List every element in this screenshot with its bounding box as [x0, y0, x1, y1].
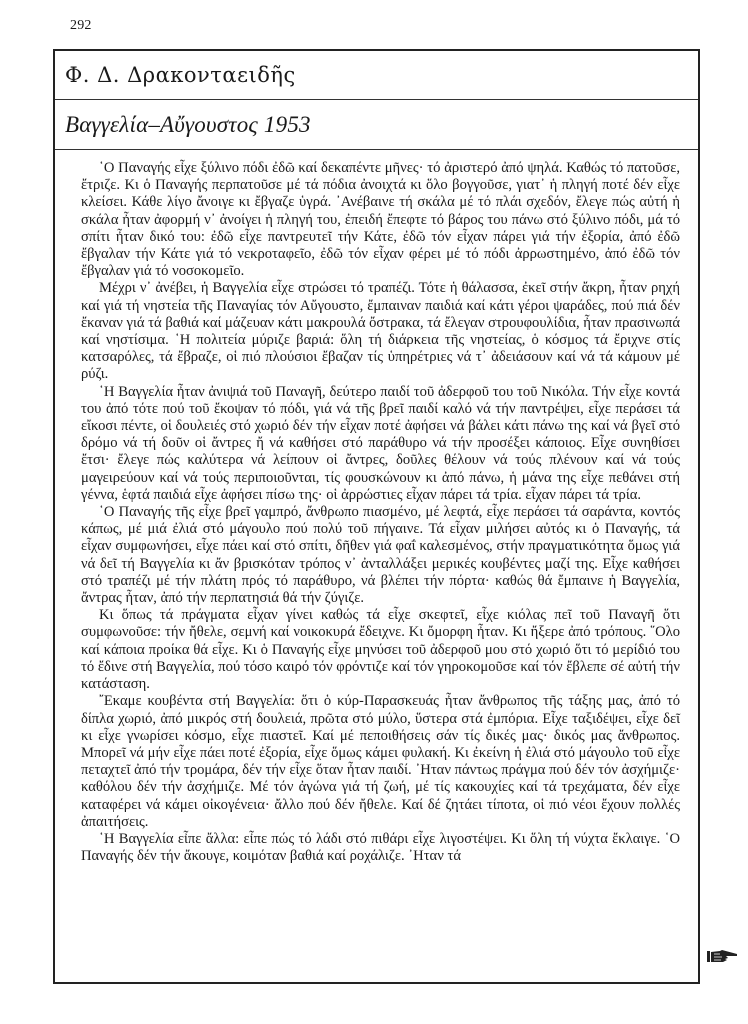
story-body — [55, 150, 698, 865]
paragraph: ῾Ο Παναγής τῆς εἶχε βρεῖ γαμπρό, ἄνθρωπο πιασμένο, μέ λεφτά, εἶχε περάσει τά σαράντα, κοντός κάπως, μέ μιά ἐλιά στό μάγουλο πού πολύ τοῦ πήγαινε. Τά εἶχαν μιλήσει αὐτός κι ὁ Παναγής, τά εἶχαν συμφωνήσει, εἶχε πάει καί στό σπίτι, δῆθεν γιά φαΐ καλεσμένος, στήν πραγματικότητα ὅμως γιά νά δεῖ τή Βαγγελία κι ἄν βρισκόταν τρόπος ν᾽ ἀνταλλάξει μερικές κουβέντες μαζί της. Εἶχε καθήσει στό τραπέζι μέ τήν πλάτη πρός τό παράθυρο, νά βλέπει τήν πόρτα· καθώς θά ἔμπαινε ἡ Βαγγελία, ἄντρας ἦταν, ἀπό τήν περπατησιά θά τήν ζύγιζε. — [81, 504, 680, 607]
page-number: 292 — [70, 18, 92, 33]
paragraph: ῎Εκαμε κουβέντα στή Βαγγελία: ὅτι ὁ κύρ-Παρασκευάς ἦταν ἄνθρωπος τῆς τάξης μας, ἀπό τό δίπλα χωριό, ἀπό μικρός στή δουλειά, πρῶτα στό μύλο, ὕστερα στά ἐμπόρια. Εἶχε ταξιδέψει, εἶχε δεῖ κι εἶχε γνωρίσει κόσμο, εἶχε πιαστεῖ. Καί μέ πεποιθήσεις σάν τίς δικές μας· δικός μας ἄνθρωπος. Μπορεῖ νά μήν εἶχε πάει ποτέ ἐξορία, εἶχε ὅμως κάμει φυλακή. Κι ἐκείνη ἡ ἐλιά στό μάγουλο τοῦ εἶχε πεταχτεῖ ἀπό τήν τρομάρα, δέν τήν εἶχε ὅταν ἦταν παιδί. ᾽Ηταν πάντως πράγμα πού δέν τόν ἀσχήμιζε· καθόλου δέν τήν ἀσχήμιζε. Μέ τόν ἀγώνα γιά τή ζωή, μέ τίς κακουχίες καί τά τρεχάματα, δέν εἶχε καταφέρει νά κάμει οἰκογένεια· ἄλλο πού δέν ἤθελε. Καί δέ ζητάει τίποτα, οἱ πιό νέοι ἔχουν πολλές ἀπαιτήσεις. — [81, 693, 680, 830]
paragraph: Μέχρι ν᾽ ἀνέβει, ἡ Βαγγελία εἶχε στρώσει τό τραπέζι. Τότε ἡ θάλασσα, ἐκεῖ στήν ἄκρη, ἦταν ρηχή καί γιά τή νηστεία τῆς Παναγίας τόν Αὔγουστο, ἔμπαιναν παιδιά καί κάτι γέροι ψαράδες, πού πιά δέν ἔκαναν γιά τά βαθιά καί μάζευαν κάτι μακρουλά ὄστρακα, τά ἔλεγαν στρουφουλίδια, ἦταν πρασινωπά καί νηστίσιμα. ῾Η πολιτεία μύριζε βαριά: ὅλη τή διάρκεια τῆς νηστείας, ὁ κόσμος τά ἔριχνε στίς κατσαρόλες, τά ἔβραζε, οἱ πιό πλούσιοι ἔβαζαν τίς ὑπηρέτριες νά τ᾽ ἀδειάσουν καί νά τά κάμουν μέ ρύζι. — [81, 280, 681, 383]
story-title: Βαγγελία–Αὔγουστος 1953 — [65, 111, 311, 137]
title-header — [55, 100, 698, 150]
paragraph: ῾Ο Παναγής εἶχε ξύλινο πόδι ἐδῶ καί δεκαπέντε μῆνες· τό ἀριστερό ἀπό ψηλά. Καθώς τό πατοῦσε, ἔτριζε. Κι ὁ Παναγής περπατοῦσε μέ τά πόδια ἀνοιχτά κι ὅλο βογγοῦσε, γιατ᾽ ἡ πληγή ποτέ δέν εἶχε κλείσει. Κάθε λίγο ἄνοιγε κι ἔβγαζε ὑγρά. ᾽Ανέβαινε τή σκάλα μέ τό πλάι σχεδόν, ἔλεγε πώς αὐτή ἡ σκάλα ἦταν ἀφορμή ν᾽ ἀνοίγει ἡ πληγή του, ἐπειδή ἔπεφτε τό βάρος του πάνω στό ξύλινο πόδι, μά τό σπίτι ἦταν δικό του: ἐδῶ εἶχε παντρευτεῖ τήν Κάτε, ἐδῶ τόν εἶχαν πάρει γιά τήν ἐξορία, ἀπό ἐδῶ ἔβγαλαν τήν Κάτε γιά τό νεκροταφεῖο, ἐδῶ τόν εἶχαν φέρει μέ τό πόδι ἀρρωστημένο, ἀπό ἐδῶ τόν ἔβγαλαν γιά τό νοσοκομεῖο. — [81, 160, 680, 280]
author-name: Φ. Δ. Δρακονταειδῆς — [65, 63, 296, 87]
pointing-hand-icon — [706, 948, 738, 964]
paragraph: Κι ὅπως τά πράγματα εἶχαν γίνει καθώς τά εἶχε σκεφτεῖ, εἶχε κιόλας πεῖ τοῦ Παναγῆ ὅτι συμφωνοῦσε: τήν ἤθελε, σεμνή καί νοικοκυρά ἔδειχνε. Κι ὄμορφη ἦταν. Κι ἤξερε ἀπό τρόπους. ῞Ολο καί κάποια προίκα θά εἶχε. Κι ὁ Παναγής εἶχε μηνύσει τοῦ ἀδερφοῦ μου στό χωριό ὅτι τό μερίδιό του τό ἔδινε στή Βαγγελία, πού τόσο καιρό τόν φρόντιζε καί τόν γηροκομοῦσε καί τόν ἔβλεπε σέ αὐτή τήν κατάσταση. — [81, 607, 680, 693]
author-header — [55, 51, 698, 100]
paragraph: ῾Η Βαγγελία εἶπε ἄλλα: εἶπε πώς τό λάδι στό πιθάρι εἶχε λιγοστέψει. Κι ὅλη τή νύχτα ἔκλαιγε. ῾Ο Παναγής δέν τήν ἄκουγε, κοιμόταν βαθιά καί ροχάλιζε. ᾽Ηταν τά — [81, 830, 680, 865]
article-frame — [53, 49, 700, 984]
paragraph: ῾Η Βαγγελία ἦταν ἀνιψιά τοῦ Παναγῆ, δεύτερο παιδί τοῦ ἀδερφοῦ του τοῦ Νικόλα. Τήν εἶχε κοντά του ἀπό τότε πού τοῦ ἔκοψαν τό πόδι, γιά νά τῆς βρεῖ παιδί καλό νά τήν παντρέψει, εἶχε περάσει τά εἴκοσι πέντε, οἱ δουλειές στό χωριό δέν τήν εἶχαν ποτέ ἀφήσει νά βάλει κάτι πάνω της καί νά βγεῖ στό δρόμο νά τή δοῦν οἱ ἄντρες ἤ νά καθήσει στό παράθυρο νά τήν προσέξει κάποιος. Εἶχε συνηθίσει ἔτσι· ἔλεγε πώς καλύτερα νά λείπουν οἱ ἄντρες, δοῦλες θέλουν νά τούς πλένουν καί νά τούς μαγειρεύουν καί νά τούς περιποιοῦνται, τίς φουσκώνουν κι ἀπό πάνω, ἡ μάνα της εἶχε πεθάνει στή γέννα, ἑφτά παιδιά εἶχε ἀφήσει πίσω της· οἱ ἀρρώστιες εἶχαν πάρει τά τρία. εἶχαν πάρει τά τρία. — [81, 383, 680, 503]
